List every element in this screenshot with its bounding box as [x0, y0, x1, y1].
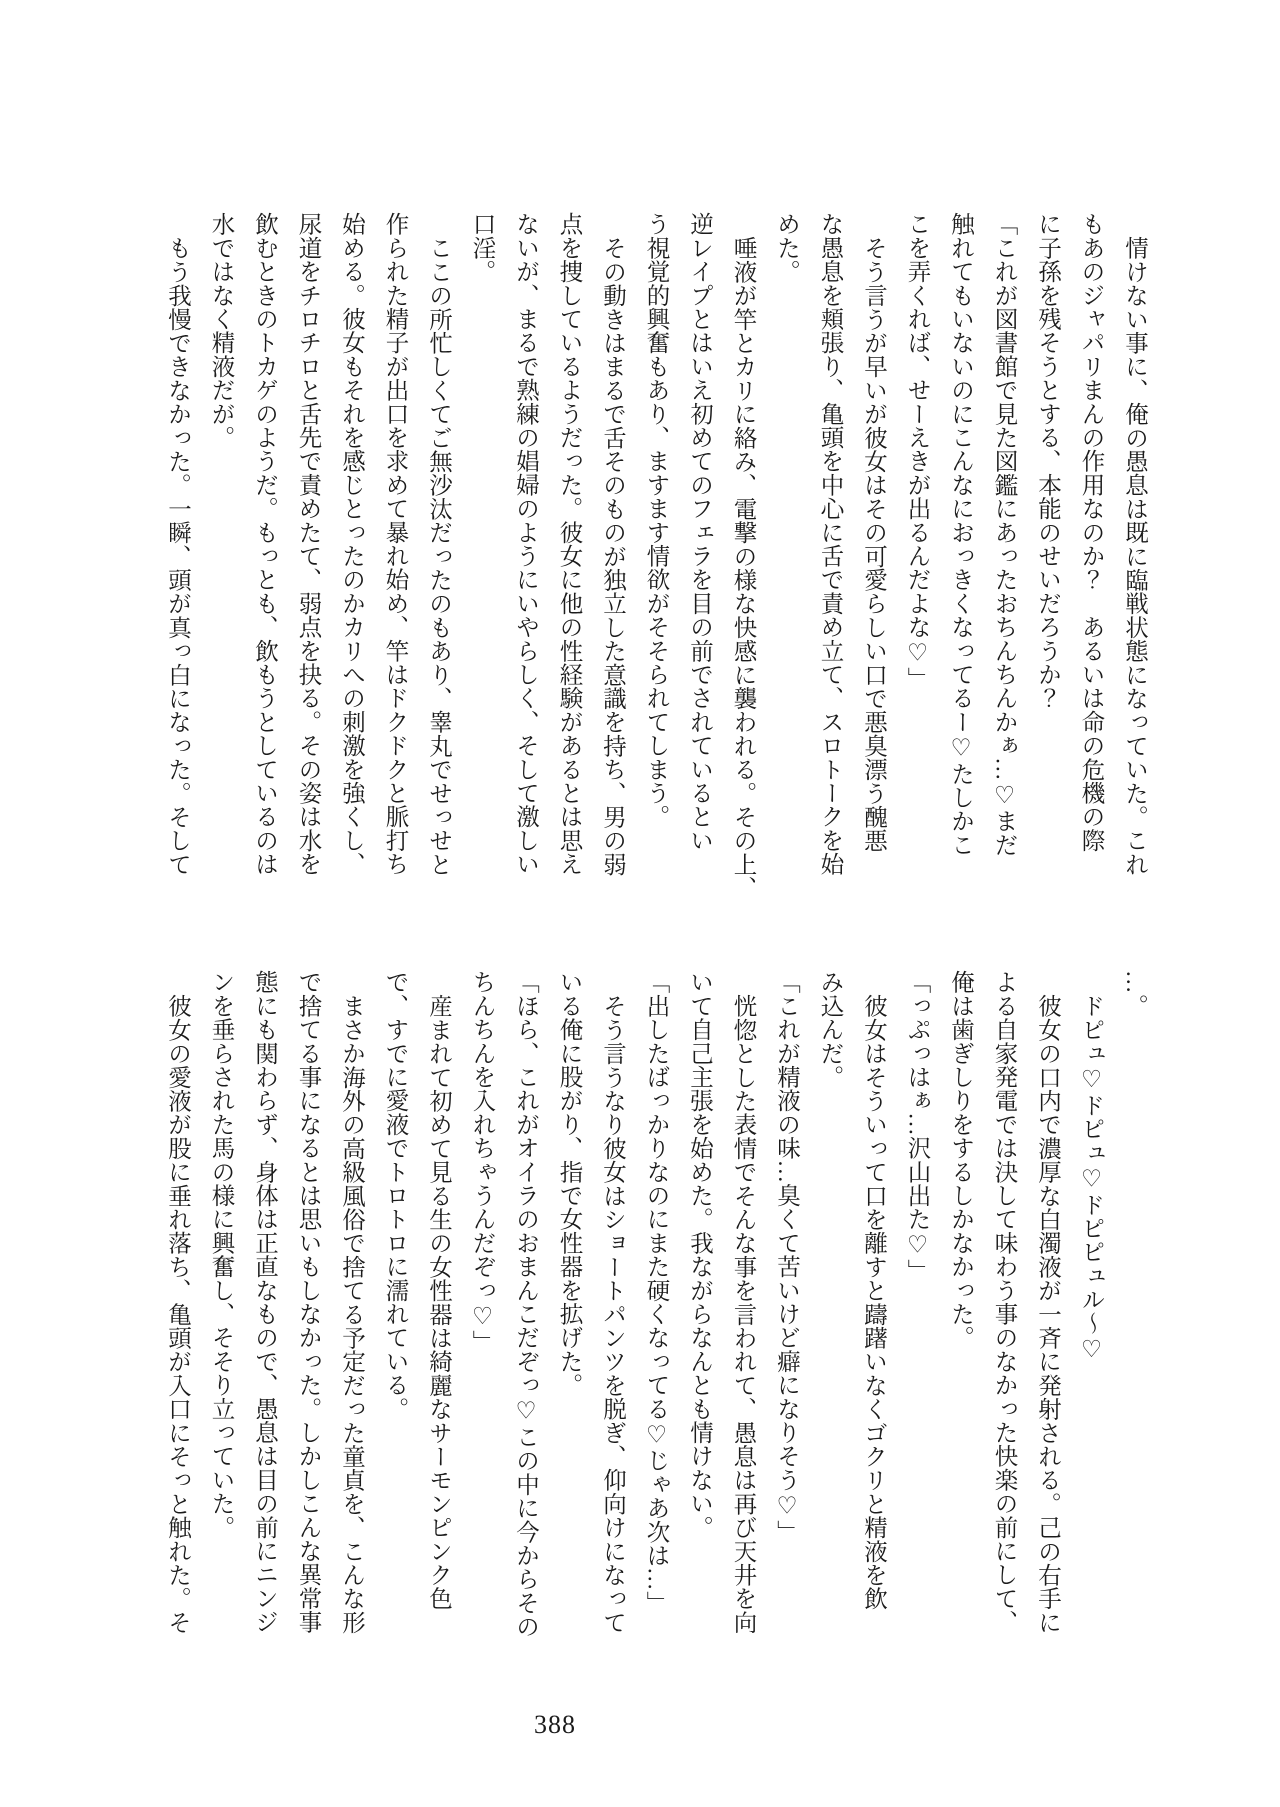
text-column: 逆レイプとはいえ初めてのフェラを目の前でされているとい [686, 212, 712, 852]
text-column: そう言うなり彼女はショートパンツを脱ぎ、仰向けになって [599, 993, 625, 1634]
text-column: 「っぷっはぁ…沢山出た♡」 [903, 970, 930, 1283]
bottom-text-block [154, 970, 1155, 1682]
text-column: 飲むときのトカゲのようだ。もっとも、飲もうとしているのは [251, 212, 277, 876]
text-column: 「これが図書館で見た図鑑にあったおちんちんかぁ…♡まだ [990, 212, 1017, 857]
text-column: う視覚的興奮もあり、ますます情欲がそそられてしまう。 [642, 212, 669, 829]
text-column: 俺は歯ぎしりをするしかなかった。 [947, 970, 973, 1350]
text-column: 作られた精子が出口を求めて暴れ始め、竿はドクドクと脈打ち [381, 212, 408, 876]
text-column: 彼女の愛液が股に垂れ落ち、亀頭が入口にそっと触れた。そ [164, 993, 190, 1634]
text-column: 恍惚とした表情でそんな事を言われて、愚息は再び天井を向 [729, 993, 756, 1634]
text-column: 「これが精液の味…臭くて苦いけど癖になりそう♡」 [773, 970, 799, 1544]
text-column: な愚息を頬張り、亀頭を中心に舌で責め立て、スロトークを始 [816, 212, 843, 876]
text-column: ここの所忙しくてご無沙汰だったのもあり、睾丸でせっせと [425, 235, 451, 876]
text-column: 情けない事に、俺の愚息は既に臨戦状態になっていた。これ [1121, 235, 1147, 876]
text-column: よる自家発電では決して味わう事のなかった快楽の前にして、 [990, 970, 1017, 1634]
text-column: まさか海外の高級風俗で捨てる予定だった童貞を、こんな形 [338, 993, 364, 1634]
text-column: 唾液が竿とカリに絡み、電撃の様な快感に襲われる。その上、 [729, 235, 756, 900]
top-text-block [154, 212, 1155, 924]
text-column: ンを垂らされた馬の様に興奮し、そそり立っていた。 [207, 970, 234, 1539]
text-column: 触れてもいないのにこんなにおっきくなってるー♡たしかこ [947, 212, 973, 857]
text-column: 「出したばっかりなのにまた硬くなってる♡じゃあ次は…」 [642, 970, 669, 1615]
text-column: 始める。彼女もそれを感じとったのかカリへの刺激を強くし、 [338, 212, 364, 876]
text-column: そう言うが早いが彼女はその可愛らしい口で悪臭漂う醜悪 [860, 235, 886, 852]
text-column: に子孫を残そうとする、本能のせいだろうか？ [1034, 212, 1060, 710]
text-column: ドピュ♡ドピュ♡ドピピュル～♡ [1077, 993, 1104, 1363]
text-column: いて自己主張を始めた。我ながらなんとも情けない。 [686, 970, 712, 1539]
text-column: もあのジャパリまんの作用なのか？ あるいは命の危機の際 [1077, 212, 1104, 852]
text-column: …。 [1121, 970, 1147, 1018]
text-column: 口淫。 [468, 212, 495, 284]
text-column: もう我慢できなかった。一瞬、頭が真っ白になった。そして [164, 235, 190, 876]
page-number: 388 [534, 1710, 576, 1739]
text-column: こを弄くれば、せーえきが出るんだよな♡」 [903, 212, 930, 691]
text-column: 点を捜しているようだった。彼女に他の性経験があるとは思え [555, 212, 582, 876]
text-column: いる俺に股がり、指で女性器を拡げた。 [555, 970, 582, 1397]
text-column: み込んだ。 [816, 970, 843, 1089]
text-column: ちんちんを入れちゃうんだぞっ♡」 [468, 970, 495, 1354]
text-column: ないが、まるで熟練の娼婦のようにいやらしく、そして激しい [512, 212, 538, 876]
text-column: 水ではなく精液だが。 [207, 212, 234, 449]
text-column: 尿道をチロチロと舌先で責めたて、弱点を抉る。その姿は水を [294, 212, 321, 876]
text-column: めた。 [773, 212, 799, 284]
text-column: で捨てる事になるとは思いもしなかった。しかしこんな異常事 [294, 970, 321, 1634]
text-column: その動きはまるで舌そのものが独立した意識を持ち、男の弱 [599, 235, 625, 876]
text-column: 「ほら、これがオイラのおまんこだぞっ♡この中に今からその [512, 970, 538, 1639]
text-column: 彼女の口内で濃厚な白濁液が一斉に発射される。己の右手に [1034, 993, 1060, 1634]
text-column: で、すでに愛液でトロトロに濡れている。 [381, 970, 408, 1421]
text-column: 彼女はそういって口を離すと躊躇いなくゴクリと精液を飲 [860, 993, 886, 1610]
text-column: 産まれて初めて見る生の女性器は綺麗なサーモンピンク色 [425, 993, 451, 1610]
text-column: 態にも関わらず、身体は正直なもので、愚息は目の前にニンジ [251, 970, 277, 1634]
